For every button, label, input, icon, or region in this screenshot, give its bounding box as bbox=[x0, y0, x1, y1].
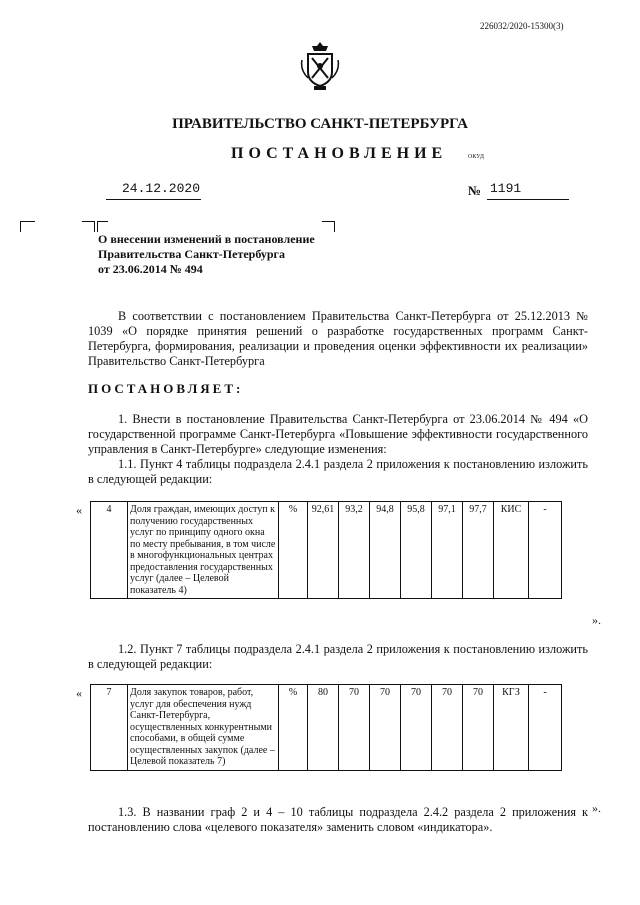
table-row: 7 Доля закупок товаров, работ, услуг для обеспечения нужд Санкт-Петербурга, осуществленных конкурентными способами, в общей сумме осуществленных закупок (далее – Целевой показатель 7) % 80 70 70 70 70 70 КГЗ - bbox=[91, 685, 562, 771]
quote-close: ». bbox=[592, 613, 601, 627]
document-number: 1191 bbox=[487, 181, 569, 200]
coat-of-arms-icon bbox=[300, 40, 340, 92]
okud-label: ОКУД bbox=[468, 154, 484, 160]
table-row: 4 Доля граждан, имеющих доступ к получению государственных услуг по принципу одного окна по месту пребывания, в том числе в многофункциональных центрах предоставления государственных услуг (далее – Целевой показатель 4) % 92,61 93,2 94,8 95,8 97,1 97,7 КИС - bbox=[91, 502, 562, 599]
document-date: 24.12.2020 bbox=[106, 181, 201, 200]
corner-mark bbox=[82, 221, 95, 232]
corner-mark bbox=[20, 221, 35, 232]
quote-open: « bbox=[76, 686, 82, 700]
quote-open: « bbox=[76, 503, 82, 517]
subject-line: Правительства Санкт-Петербурга bbox=[98, 247, 286, 261]
number-label: № bbox=[468, 183, 482, 198]
subject-line: О внесении изменений в постановление bbox=[98, 232, 315, 246]
document-code: 226032/2020-15300(3) bbox=[480, 21, 564, 31]
quote-close: ». bbox=[592, 801, 601, 815]
intro-paragraph: В соответствии с постановлением Правительства Санкт-Петербурга от 25.12.2013 № 1039 «О порядке принятия решений о разработке государственных программ Санкт-Петербурга, формирования, реализации и проведения оценки эффективности их реализации» Правительство Санкт-Петербурга bbox=[88, 309, 588, 368]
subject-line: от 23.06.2014 № 494 bbox=[98, 262, 203, 276]
document-type: ПОСТАНОВЛЕНИЕ bbox=[231, 145, 448, 162]
indicator-table-4 bbox=[90, 501, 562, 599]
item-1: 1. Внести в постановление Правительства Санкт-Петербурга от 23.06.2014 № 494 «О государственной программе Санкт-Петербурга «Повышение эффективности государственного управления в Санкт-Петербурге» следующие изменения: bbox=[88, 412, 588, 456]
resolve-heading: ПОСТАНОВЛЯЕТ: bbox=[88, 381, 244, 396]
government-title: ПРАВИТЕЛЬСТВО САНКТ-ПЕТЕРБУРГА bbox=[172, 116, 468, 132]
item-1-paragraph bbox=[88, 412, 588, 487]
item-1-3-paragraph: 1.3. В названии граф 2 и 4 – 10 таблицы подраздела 2.4.2 раздела 2 приложения к постановлению слова «целевого показателя» заменить словом «индикатора». bbox=[88, 805, 588, 834]
corner-mark bbox=[322, 221, 335, 232]
item-1-2-paragraph: 1.2. Пункт 7 таблицы подраздела 2.4.1 раздела 2 приложения к постановлению изложить в следующей редакции: bbox=[88, 642, 588, 671]
indicator-table-7 bbox=[90, 684, 562, 771]
item-1-1: 1.1. Пункт 4 таблицы подраздела 2.4.1 раздела 2 приложения к постановлению изложить в следующей редакции: bbox=[88, 457, 588, 486]
document-subject bbox=[98, 232, 315, 277]
corner-mark bbox=[97, 221, 108, 232]
